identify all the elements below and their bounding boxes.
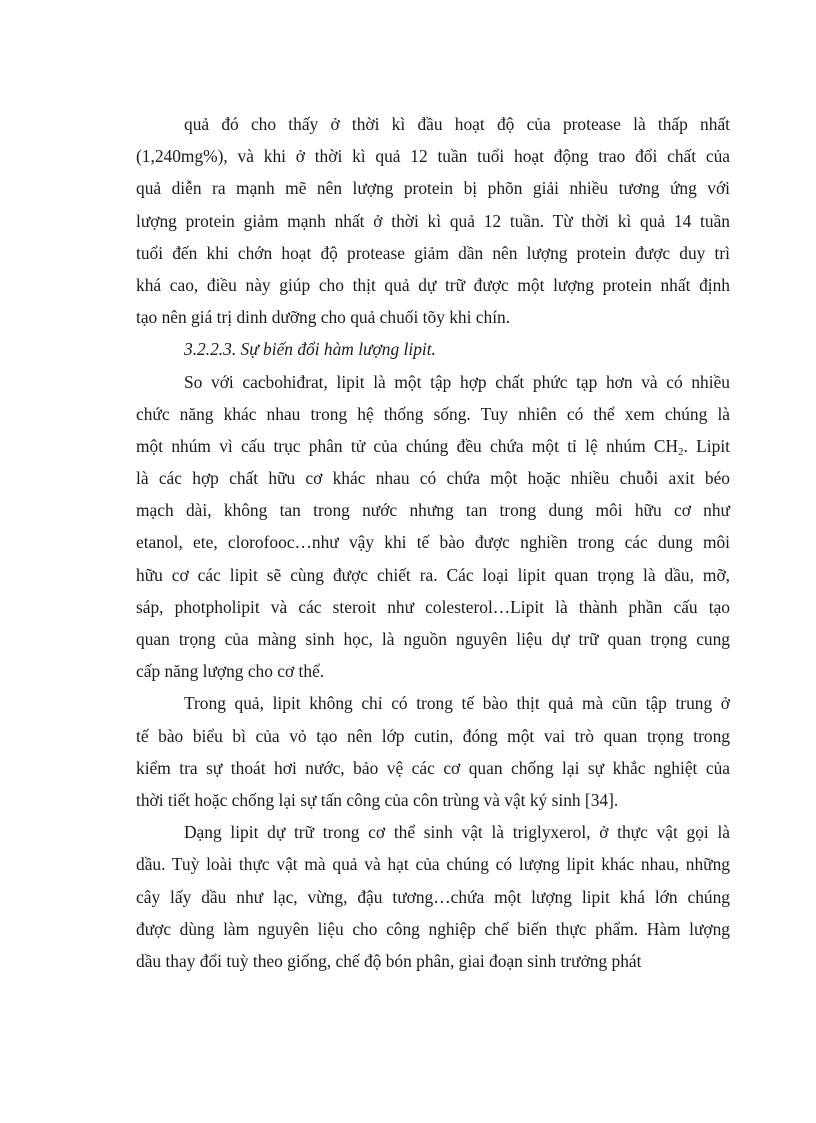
text-line: So với cacbohiđrat, lipit là một tập hợp chất phức tạp hơn và có nhiều [184, 371, 730, 392]
paragraph-intro [136, 108, 730, 333]
text-line: quả diễn ra mạnh mẽ nên lượng protein bị phõn giải nhiều tương ứng với [136, 178, 730, 199]
text-line: tuổi đến khi chớn hoạt độ protease giảm dần nên lượng protein được duy trì [136, 242, 730, 263]
text-line: kiểm tra sự thoát hơi nước, bảo vệ các cơ quan chống lại sự khắc nghiệt của [136, 757, 730, 778]
text-line: tế bào biểu bì của vỏ tạo nên lớp cutin, đóng một vai trò quan trọng trong [136, 725, 730, 746]
text-line: quan trọng của màng sinh học, là nguồn nguyên liệu dự trữ quan trọng cung [136, 629, 730, 649]
text-line: hữu cơ các lipit sẽ cùng được chiết ra. Các loại lipit quan trọng là dầu, mỡ, [136, 564, 730, 585]
text-line: Dạng lipit dự trữ trong cơ thể sinh vật là triglyxerol, ở thực vật gọi là [184, 822, 730, 843]
section-heading: 3.2.2.3. Sự biến đổi hàm lượng lipit. [184, 339, 436, 360]
text-line: khá cao, điều này giúp cho thịt quả dự trữ được một lượng protein nhất định [136, 274, 730, 295]
text-fragment: một nhúm vì cấu trục phân tử của chúng đều chứa một tỉ lệ nhúm CH [136, 435, 679, 456]
text-line: lượng protein giảm mạnh nhất ở thời kì quả 12 tuần. Từ thời kì quả 14 tuần [136, 210, 730, 231]
paragraph-lipid [136, 366, 730, 688]
text-line: cây lấy dầu như lạc, vừng, đậu tương…chứa một lượng lipit khá lớn chúng [136, 886, 730, 907]
text-line: mạch dài, không tan trong nước nhưng tan trong dung môi hữu cơ như [136, 500, 730, 521]
paragraph-fruit [136, 687, 730, 816]
text-line: tạo nên giá trị dinh dưỡng cho quả chuối tõy khi chín. [136, 307, 511, 328]
text-line: quả đó cho thấy ở thời kì đầu hoạt độ của protease là thấp nhất [184, 114, 730, 134]
text-fragment: . Lipit [683, 435, 730, 456]
text-line: dầu. Tuỳ loài thực vật mà quả và hạt của chúng có lượng lipit khác nhau, những [136, 854, 730, 875]
document-body [136, 108, 730, 977]
text-line: thời tiết hoặc chống lại sự tấn công của côn trùng và vật ký sinh [34]. [136, 789, 619, 810]
formula-subscript: 2 [678, 445, 684, 458]
text-line-with-formula [136, 430, 730, 462]
text-line: sáp, photpholipit và các steroit như colesterol…Lipit là thành phần cấu tạo [136, 596, 730, 617]
text-line: dầu thay đổi tuỳ theo giống, chế độ bón phân, giai đoạn sinh trưởng phát [136, 950, 642, 971]
text-line: Trong quả, lipit không chỉ có trong tế bào thịt quả mà cũn tập trung ở [184, 693, 730, 714]
text-line: etanol, ete, clorofooc…như vậy khi tế bào được nghiền trong các dung môi [136, 532, 730, 553]
text-line: (1,240mg%), và khi ở thời kì quả 12 tuần tuổi hoạt động trao đổi chất của [136, 146, 730, 167]
text-line: chức năng khác nhau trong hệ thống sống. Tuy nhiên có thể xem chúng là [136, 403, 730, 424]
text-line: cấp năng lượng cho cơ thể. [136, 661, 325, 682]
text-line: là các hợp chất hữu cơ khác nhau có chứa một hoặc nhiều chuỗi axit béo [136, 468, 730, 489]
paragraph-storage [136, 816, 730, 977]
text-line: được dùng làm nguyên liệu cho công nghiệp chế biến thực phẩm. Hàm lượng [136, 918, 730, 939]
